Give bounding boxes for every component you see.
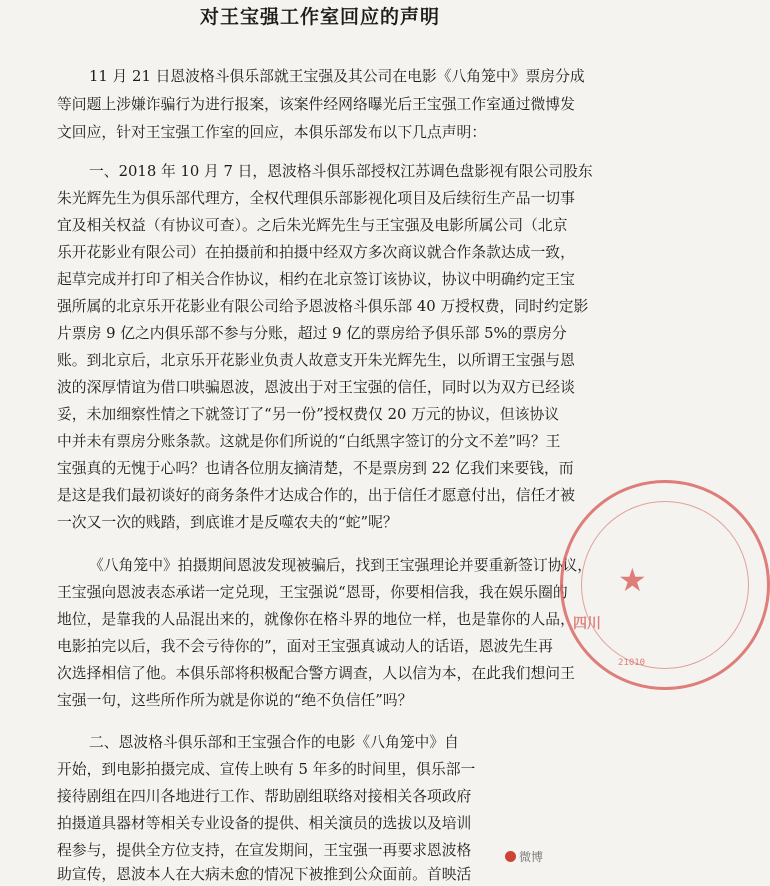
official-seal (560, 480, 770, 690)
text-line: 是这是我们最初谈好的商务条件才达成合作的，出于信任才愿意付出，信任才被 (57, 487, 575, 504)
text-line: 波的深厚情谊为借口哄骗恩波，恩波出于对王宝强的信任，同时以为双方已经谈 (57, 379, 575, 396)
text-line: 《八角笼中》拍摄期间恩波发现被骗后，找到王宝强理论并要重新签订协议， (89, 557, 593, 574)
seal-number: 21010 (618, 658, 646, 668)
text-line: 次选择相信了他。本俱乐部将积极配合警方调查，人以信为本，在此我们想问王 (57, 665, 575, 682)
document-title: 对王宝强工作室回应的声明 (199, 6, 440, 28)
text-line: 拍摄道具器材等相关专业设备的提供、相关演员的选拔以及培训 (57, 815, 472, 832)
text-line: 妥，未加细察性情之下就签订了“另一份”授权费仅 20 万元的协议，但该协议 (57, 406, 560, 423)
text-line: 地位，是靠我的人品混出来的，就像你在格斗界的地位一样，也是靠你的人品， (57, 611, 575, 628)
text-line: 一次又一次的贱踏，到底谁才是反噬农夫的“蛇”呢？ (57, 514, 398, 531)
weibo-watermark (505, 848, 543, 865)
text-line: 助宣传，恩波本人在大病未愈的情况下被推到公众面前。首映活 (57, 866, 472, 883)
text-line: 片票房 9 亿之内俱乐部不参与分账，超过 9 亿的票房给予俱乐部 5%的票房分 (57, 325, 567, 342)
text-line: 电影拍完以后，我不会亏待你的”，面对王宝强真诚动人的话语，恩波先生再 (57, 638, 553, 655)
text-line: 程参与，提供全方位支持，在宣发期间，王宝强一再要求恩波格 (57, 842, 472, 859)
text-line: 乐开花影业有限公司）在拍摄前和拍摄中经双方多次商议就合作条款达成一致， (57, 244, 575, 261)
text-line: 11 月 21 日恩波格斗俱乐部就王宝强及其公司在电影《八角笼中》票房分成 (89, 68, 585, 85)
seal-ring-text: 四川 (573, 616, 601, 632)
text-line: 开始，到电影拍摄完成、宣传上映有 5 年多的时间里，俱乐部一 (57, 761, 476, 778)
seal-inner-ring (581, 501, 749, 669)
text-line: 一、2018 年 10 月 7 日，恩波格斗俱乐部授权江苏调色盘影视有限公司股东 (89, 163, 593, 180)
text-line: 朱光辉先生为俱乐部代理方，全权代理俱乐部影视化项目及后续衍生产品一切事 (57, 190, 575, 207)
text-line: 宜及相关权益（有协议可查）。之后朱光辉先生与王宝强及电影所属公司（北京 (57, 217, 568, 234)
text-line: 文回应，针对王宝强工作室的回应，本俱乐部发布以下几点声明： (57, 124, 487, 141)
text-line: 宝强真的无愧于心吗？也请各位朋友摘清楚，不是票房到 22 亿我们来要钱，而 (57, 460, 574, 477)
text-line: 起草完成并打印了相关合作协议，相约在北京签订该协议，协议中明确约定王宝 (57, 271, 575, 288)
text-line: 账。到北京后，北京乐开花影业负责人故意支开朱光辉先生，以所谓王宝强与恩 (57, 352, 575, 369)
text-line: 中并未有票房分账条款。这就是你们所说的“白纸黑字签订的分文不差”吗？王 (57, 433, 561, 450)
text-line: 王宝强向恩波表态承诺一定兑现，王宝强说“恩哥，你要相信我，我在娱乐圈的 (57, 584, 568, 601)
text-line: 等问题上涉嫌诈骗行为进行报案，该案件经网络曝光后王宝强工作室通过微博发 (57, 96, 575, 113)
watermark-label: 微博 (519, 850, 544, 864)
text-line: 宝强一句，这些所作所为就是你说的“绝不负信任”吗？ (57, 692, 413, 709)
text-line: 接待剧组在四川各地进行工作、帮助剧组联络对接相关各项政府 (57, 788, 472, 805)
text-line: 二、恩波格斗俱乐部和王宝强合作的电影《八角笼中》自 (89, 734, 459, 751)
star-icon: ★ (618, 561, 647, 599)
text-line: 强所属的北京乐开花影业有限公司给予恩波格斗俱乐部 40 万授权费，同时约定影 (57, 298, 589, 315)
weibo-icon (505, 851, 516, 862)
